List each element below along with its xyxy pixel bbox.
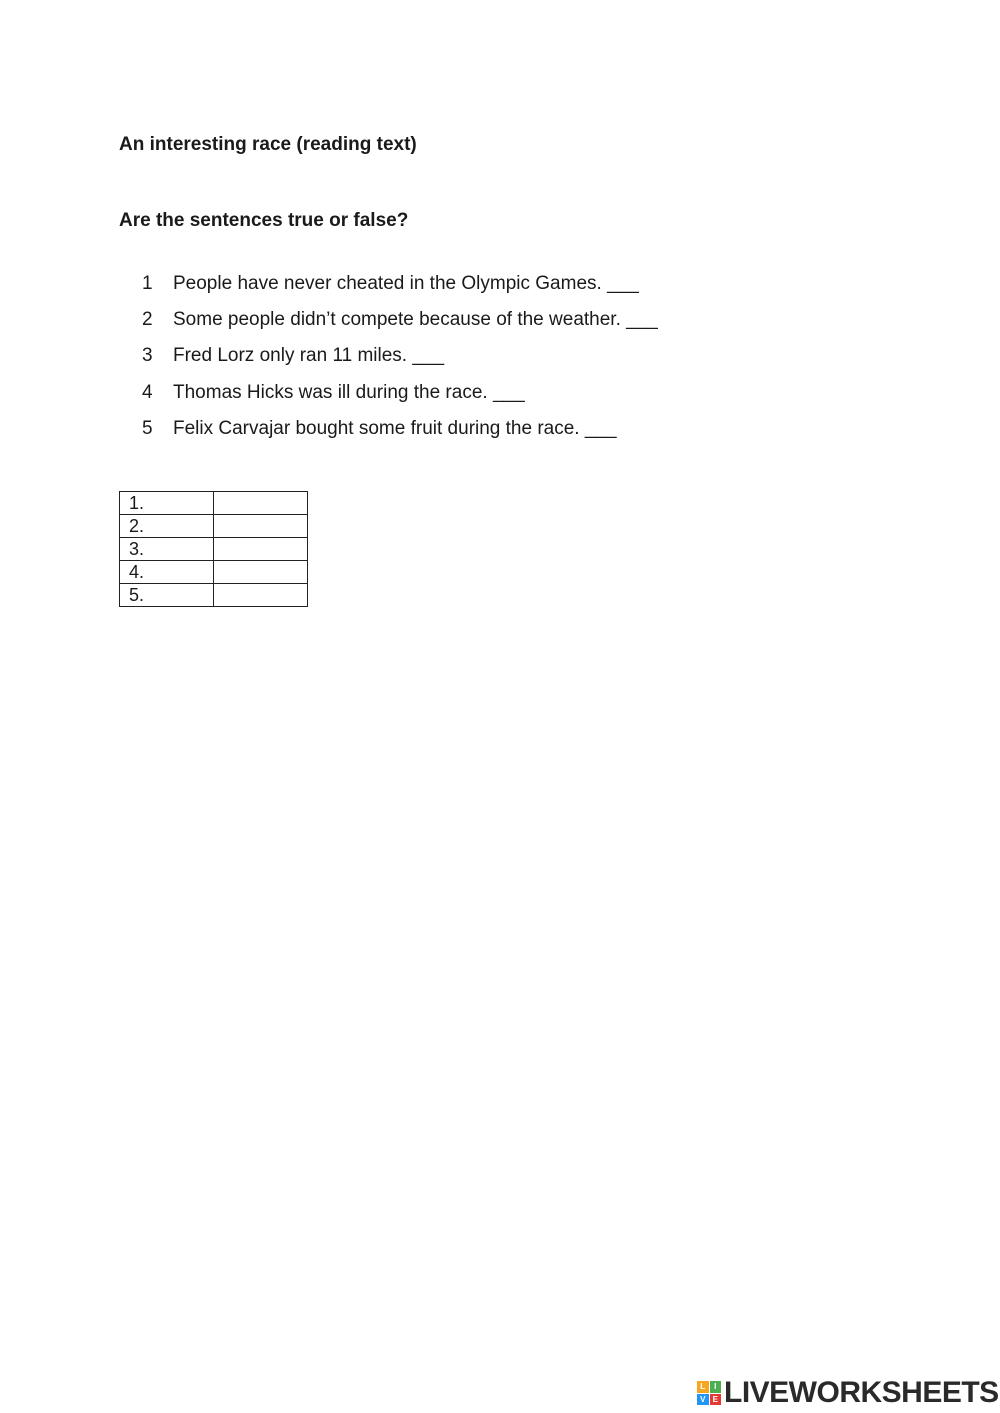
question-item [142, 381, 658, 417]
table-row [120, 492, 308, 515]
question-list [142, 272, 658, 453]
answer-row-label: 2. [120, 515, 214, 538]
table-row [120, 538, 308, 561]
question-text: Thomas Hicks was ill during the race. ___ [173, 381, 525, 403]
question-item [142, 417, 658, 453]
logo-text: LIVEWORKSHEETS [724, 1376, 999, 1409]
answer-row-label: 3. [120, 538, 214, 561]
liveworksheets-logo [697, 1378, 999, 1408]
question-text: People have never cheated in the Olympic Games. ___ [173, 273, 639, 294]
answer-row-label: 5. [120, 584, 214, 607]
logo-tile-i: I [710, 1381, 722, 1393]
question-number: 3 [142, 345, 153, 367]
answer-cell[interactable] [214, 584, 308, 607]
table-row [120, 584, 308, 607]
question-number: 1 [142, 273, 153, 294]
answer-cell[interactable] [214, 538, 308, 561]
answer-cell[interactable] [214, 561, 308, 584]
question-number: 4 [142, 381, 153, 403]
question-item [142, 272, 658, 308]
question-text: Some people didn’t compete because of the weather. ___ [173, 309, 658, 331]
answer-cell[interactable] [214, 515, 308, 538]
question-text: Felix Carvajar bought some fruit during the race. ___ [173, 417, 617, 439]
worksheet-title: An interesting race (reading text) [119, 134, 417, 155]
question-number: 5 [142, 417, 153, 439]
question-item [142, 344, 658, 380]
question-number: 2 [142, 309, 153, 331]
answer-row-label: 1. [120, 492, 214, 515]
answer-table [119, 491, 308, 607]
answer-row-label: 4. [120, 561, 214, 584]
question-text: Fred Lorz only ran 11 miles. ___ [173, 345, 445, 367]
logo-tile-e: E [710, 1394, 722, 1406]
table-row [120, 561, 308, 584]
answer-cell[interactable] [214, 492, 308, 515]
table-row [120, 515, 308, 538]
liveworksheets-logo-icon [697, 1381, 721, 1405]
instruction-heading: Are the sentences true or false? [119, 210, 409, 231]
question-item [142, 308, 658, 344]
logo-tile-l: L [697, 1381, 709, 1393]
logo-tile-v: V [697, 1394, 709, 1406]
